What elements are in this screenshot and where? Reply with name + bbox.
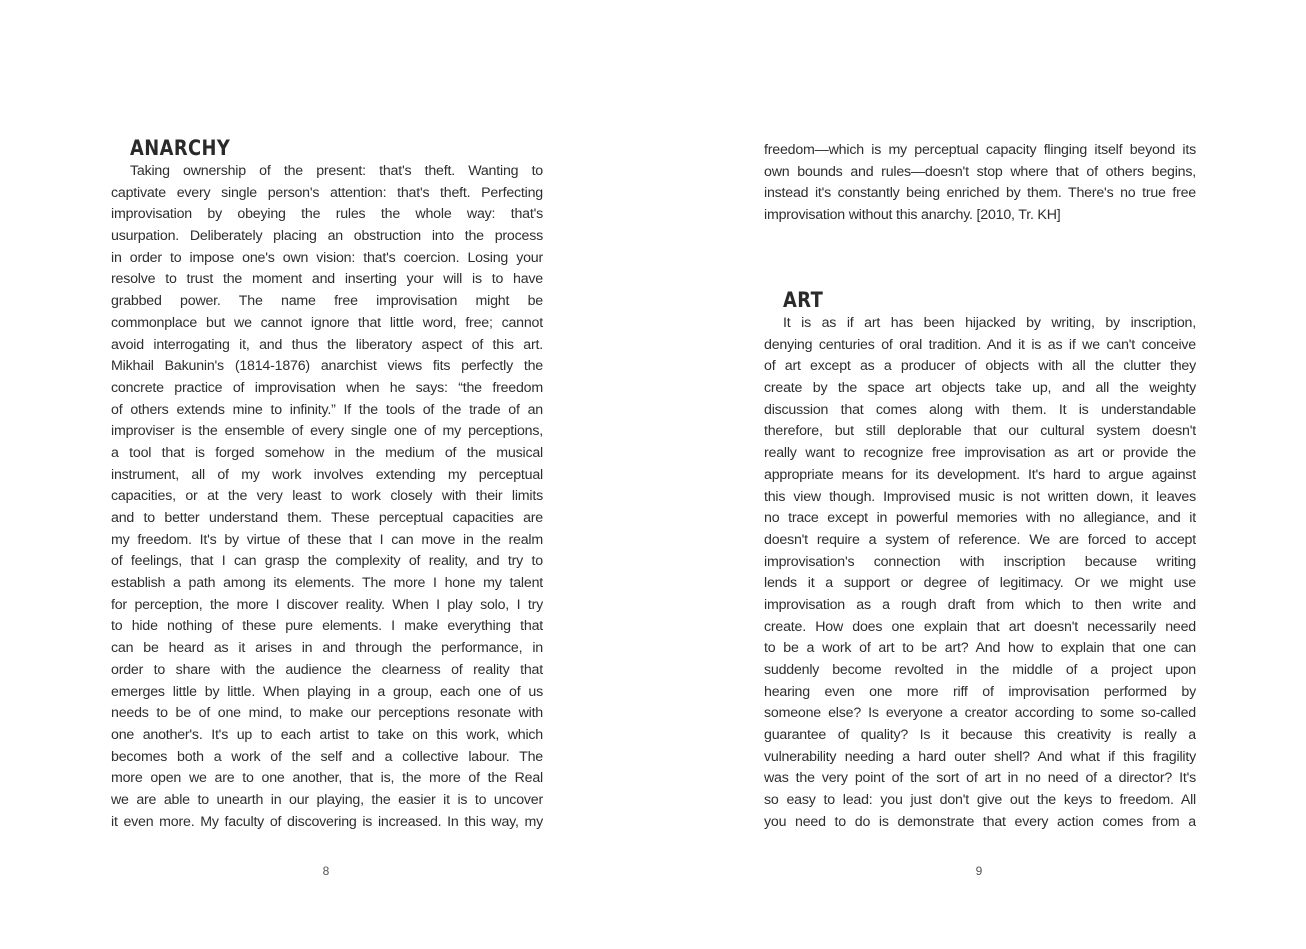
text-line: instead it's constantly being enriched by them. There's no true free [764,185,1196,202]
text-line: therefore, but still deplorable that our cultural system doesn't [764,423,1196,440]
text-line: emerges little by little. When playing in a group, each one of us [111,683,543,700]
text-line: order to share with the audience the clearness of reality that [111,661,543,678]
text-line: improvisation without this anarchy. [2010, Tr. KH] [764,207,1061,224]
text-line: a tool that is forged somehow in the medium of the musical [111,444,543,461]
text-line: improviser is the ensemble of every single one of my perceptions, [111,423,543,440]
art-body-text [764,313,1196,834]
text-line: Mikhail Bakunin's (1814-1876) anarchist views fits perfectly the [111,358,543,375]
text-line: to hide nothing of these pure elements. I make everything that [111,618,543,635]
section-heading-art: ART [783,288,824,312]
text-line: discussion that comes along with them. It is understandable [764,401,1196,418]
text-line: own bounds and rules—doesn't stop where that of others begins, [764,163,1196,180]
text-line: really want to recognize free improvisation as art or provide the [764,445,1196,462]
anarchy-body-text [111,161,543,833]
page-number: 9 [975,864,983,878]
text-line: improvisation by obeying the rules the whole way: that's [111,206,543,223]
text-line: of art except as a producer of objects with all the clutter they [764,358,1196,375]
text-line: this view though. Improvised music is not written down, it leaves [764,488,1196,505]
text-line: of others extends mine to infinity.” If the tools of the trade of an [111,401,543,418]
text-line: commonplace but we cannot ignore that little word, free; cannot [111,314,543,331]
text-line: my freedom. It's by virtue of these that I can move in the realm [111,531,543,548]
text-line: usurpation. Deliberately placing an obstruction into the process [111,228,543,245]
text-line: freedom—which is my perceptual capacity flinging itself beyond its [764,142,1196,158]
text-line: in order to impose one's own vision: that's coercion. Losing your [111,249,543,266]
text-line: for perception, the more I discover reality. When I play solo, I try [111,596,543,613]
text-line: no trace except in powerful memories with no allegiance, and it [764,510,1196,527]
text-line: improvisation as a rough draft from which to then write and [764,596,1196,613]
text-line: we are able to unearth in our playing, the easier it is to uncover [111,791,543,808]
right-page [653,0,1306,949]
text-line: establish a path among its elements. The more I hone my talent [111,575,543,592]
text-line: becomes both a work of the self and a collective labour. The [111,748,543,765]
text-line: to be a work of art to be art? And how to explain that one can [764,640,1196,657]
section-heading-anarchy: ANARCHY [130,136,231,160]
text-line: needs to be of one mind, to make our perceptions resonate with [111,705,543,722]
text-line: and to better understand them. These perceptual capacities are [111,510,543,526]
text-line: of feelings, that I can grasp the complexity of reality, and try to [111,553,543,570]
continuation-text [764,140,1196,227]
text-line: vulnerability needing a hard outer shell? And what if this fragility [764,748,1196,765]
text-line: guarantee of quality? Is it because this creativity is really a [764,727,1196,744]
text-line: you need to do is demonstrate that every action comes from a [764,813,1196,830]
text-line: can be heard as it arises in and through the performance, in [111,640,543,657]
text-line: denying centuries of oral tradition. And it is as if we can't conceive [764,336,1196,353]
text-line: appropriate means for its development. It's hard to argue against [764,466,1196,483]
text-line: captivate every single person's attention: that's theft. Perfecting [111,184,543,201]
text-line: it even more. My faculty of discovering is increased. In this way, my [111,813,543,830]
text-line: lends it a support or degree of legitimacy. Or we might use [764,575,1196,592]
text-line: create. How does one explain that art doesn't necessarily need [764,618,1196,635]
text-line: instrument, all of my work involves extending my perceptual [111,466,543,483]
text-line: was the very point of the sort of art in no need of a director? It's [764,770,1196,787]
text-line: one another's. It's up to each artist to take on this work, which [111,726,543,743]
text-line: suddenly become revolted in the middle of a project upon [764,662,1196,678]
page-number: 8 [322,864,330,878]
text-line: improvisation's connection with inscription because writing [764,553,1196,570]
text-line: avoid interrogating it, and thus the liberatory aspect of this art. [111,336,543,353]
text-line: someone else? Is everyone a creator according to some so-called [764,705,1196,722]
text-line: Taking ownership of the present: that's theft. Wanting to [130,163,543,179]
text-line: more open we are to one another, that is, the more of the Real [111,770,543,787]
text-line: It is as if art has been hijacked by writing, by inscription, [783,315,1196,331]
text-line: hearing even one more riff of improvisation performed by [764,683,1196,700]
text-line: so easy to lead: you just don't give out the keys to freedom. All [764,792,1196,809]
text-line: create by the space art objects take up, and all the weighty [764,380,1196,397]
text-line: concrete practice of improvisation when he says: “the freedom [111,379,543,396]
text-line: grabbed power. The name free improvisation might be [111,293,543,310]
text-line: doesn't require a system of reference. We are forced to accept [764,531,1196,548]
text-line: capacities, or at the very least to work closely with their limits [111,488,543,505]
text-line: resolve to trust the moment and inserting your will is to have [111,271,543,288]
